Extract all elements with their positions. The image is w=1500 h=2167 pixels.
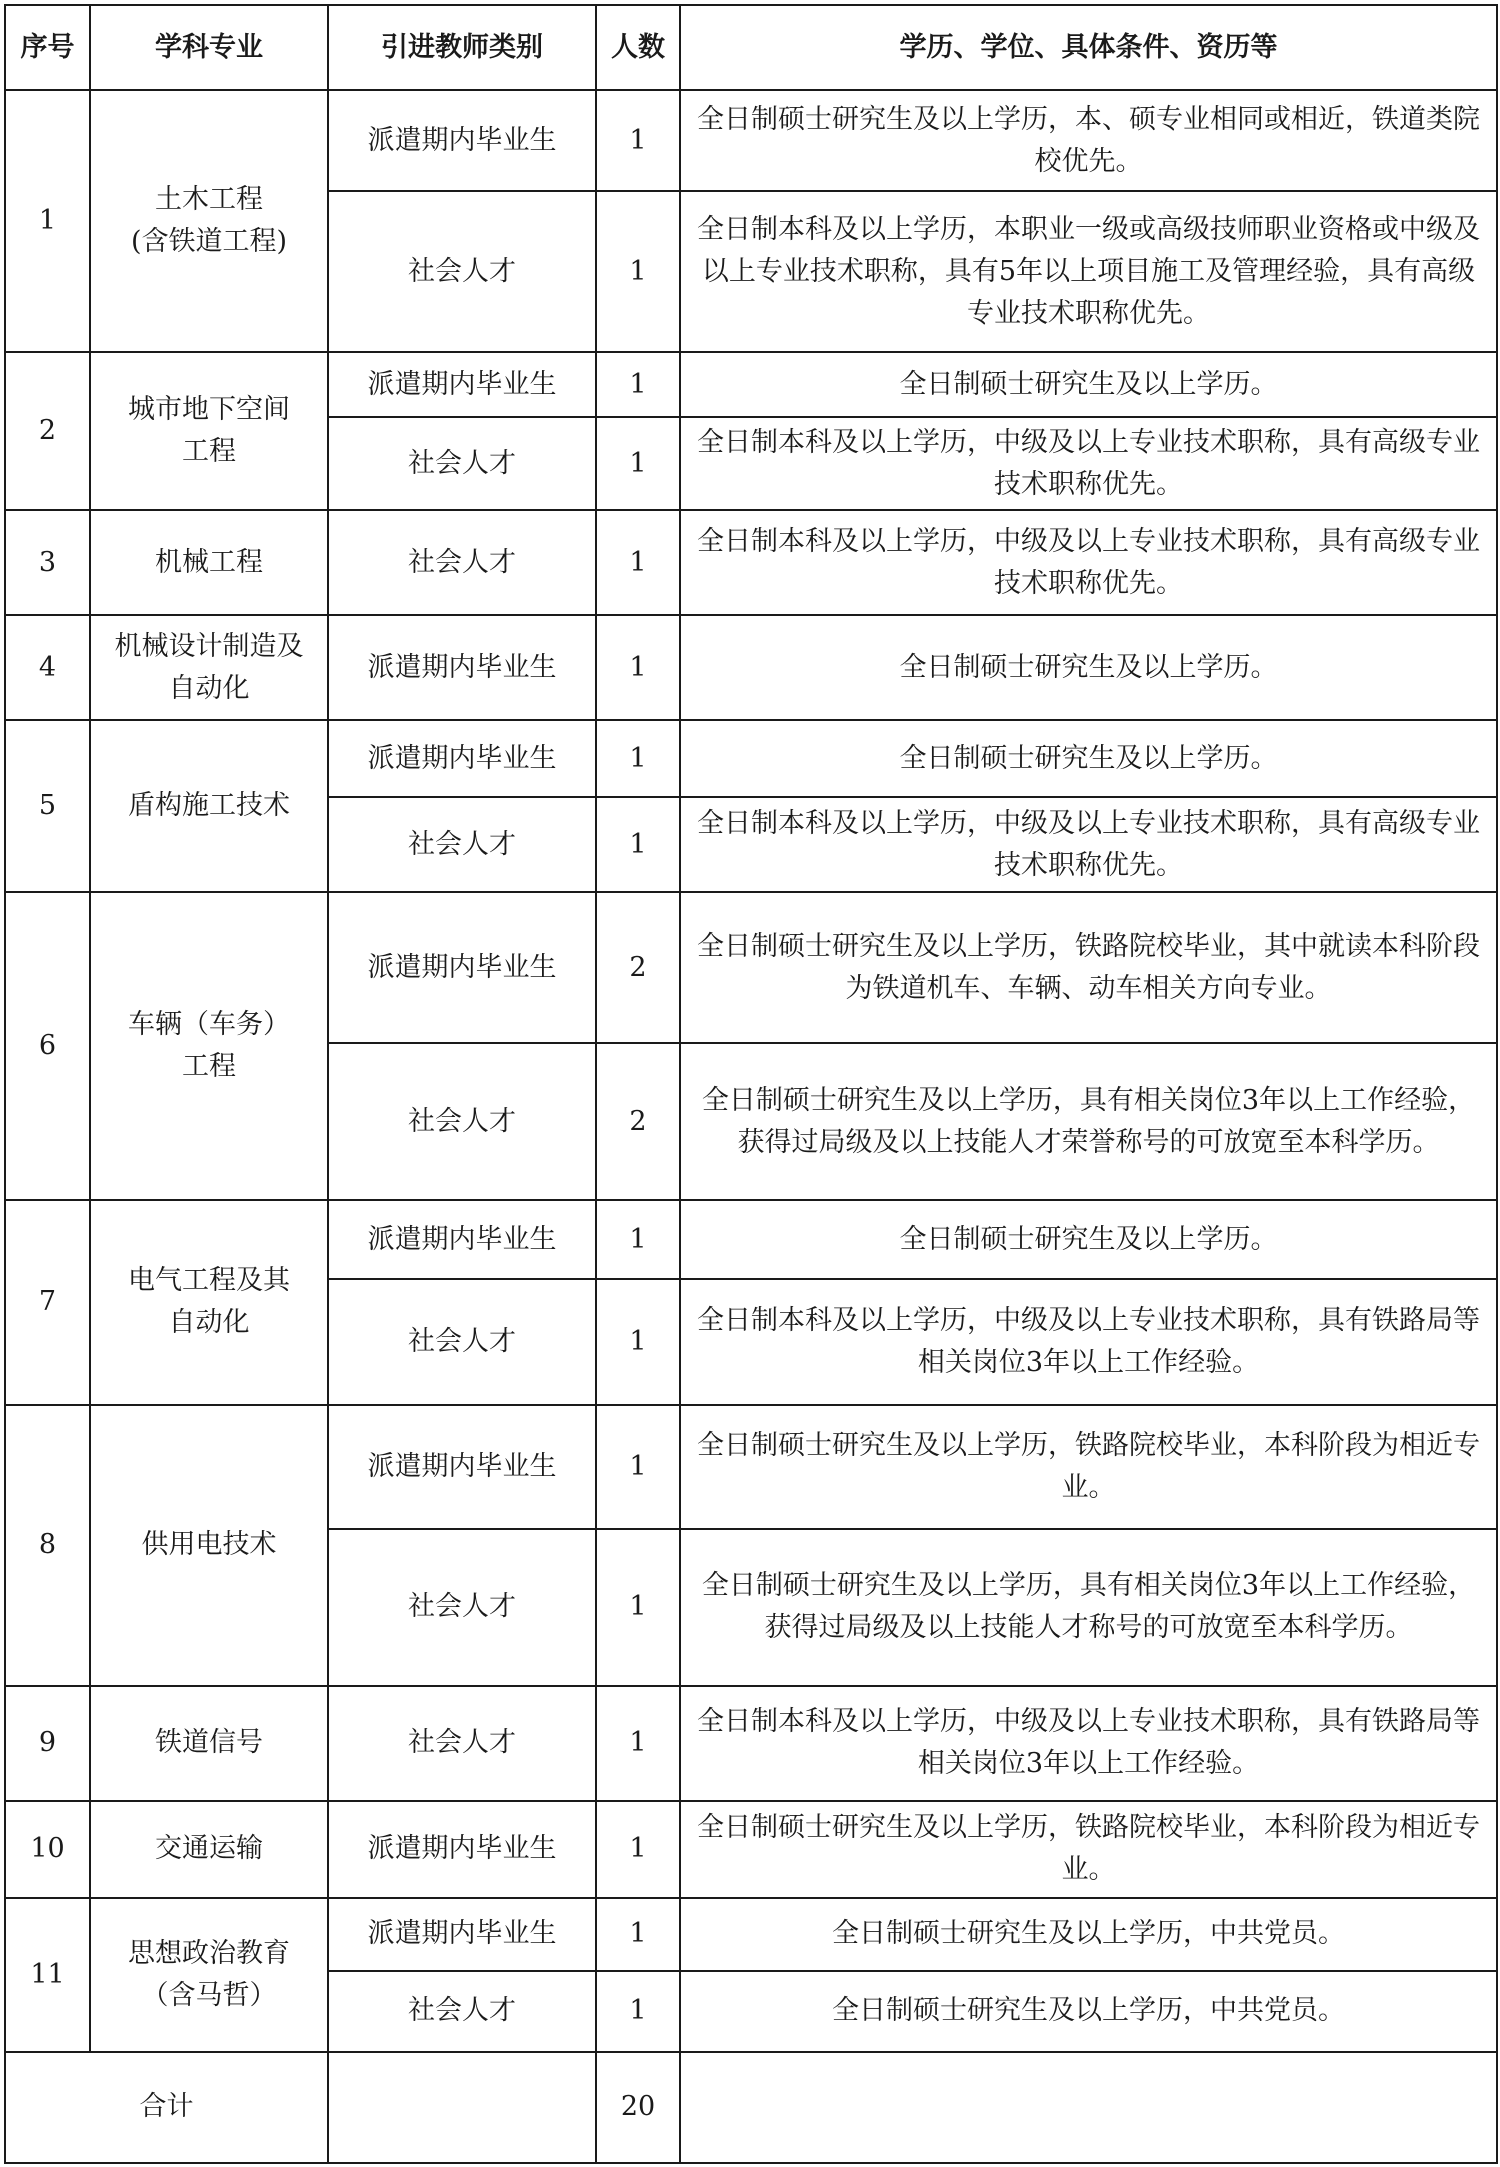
major-cell: 盾构施工技术 [90, 720, 328, 892]
row-number: 9 [5, 1686, 90, 1801]
category-cell: 派遣期内毕业生 [328, 1405, 596, 1529]
count-cell: 1 [596, 1801, 680, 1898]
table-row [5, 510, 1497, 615]
category-cell: 派遣期内毕业生 [328, 90, 596, 191]
table-row [5, 892, 1497, 1043]
recruitment-table [4, 4, 1498, 2164]
table-row [5, 1801, 1497, 1898]
category-cell: 社会人才 [328, 191, 596, 352]
condition-cell: 全日制硕士研究生及以上学历，铁路院校毕业，本科阶段为相近专业。 [680, 1801, 1497, 1898]
condition-cell: 全日制本科及以上学历，中级及以上专业技术职称，具有高级专业技术职称优先。 [680, 417, 1497, 510]
condition-cell: 全日制硕士研究生及以上学历，具有相关岗位3年以上工作经验，获得过局级及以上技能人才称号的可放宽至本科学历。 [680, 1529, 1497, 1686]
category-cell: 派遣期内毕业生 [328, 1200, 596, 1279]
row-number: 10 [5, 1801, 90, 1898]
table-row [5, 615, 1497, 720]
count-cell: 1 [596, 90, 680, 191]
count-cell: 1 [596, 352, 680, 417]
condition-cell: 全日制本科及以上学历，本职业一级或高级技师职业资格或中级及以上专业技术职称，具有5年以上项目施工及管理经验，具有高级专业技术职称优先。 [680, 191, 1497, 352]
total-row [5, 2052, 1497, 2163]
row-number: 5 [5, 720, 90, 892]
table-row [5, 720, 1497, 797]
header-category: 引进教师类别 [328, 5, 596, 90]
condition-cell: 全日制本科及以上学历，中级及以上专业技术职称，具有铁路局等相关岗位3年以上工作经验。 [680, 1279, 1497, 1404]
major-cell: 车辆（车务） 工程 [90, 892, 328, 1200]
row-number: 6 [5, 892, 90, 1200]
count-cell: 2 [596, 1043, 680, 1200]
major-cell: 机械工程 [90, 510, 328, 615]
total-count: 20 [596, 2052, 680, 2163]
count-cell: 2 [596, 892, 680, 1043]
row-number: 3 [5, 510, 90, 615]
category-cell: 社会人才 [328, 1043, 596, 1200]
row-number: 2 [5, 352, 90, 510]
condition-cell: 全日制硕士研究生及以上学历，本、硕专业相同或相近，铁道类院校优先。 [680, 90, 1497, 191]
condition-cell: 全日制硕士研究生及以上学历。 [680, 720, 1497, 797]
table-row [5, 90, 1497, 191]
major-cell: 铁道信号 [90, 1686, 328, 1801]
header-condition: 学历、学位、具体条件、资历等 [680, 5, 1497, 90]
count-cell: 1 [596, 1686, 680, 1801]
count-cell: 1 [596, 510, 680, 615]
count-cell: 1 [596, 1279, 680, 1404]
table-row [5, 1686, 1497, 1801]
condition-cell: 全日制硕士研究生及以上学历。 [680, 352, 1497, 417]
condition-cell: 全日制硕士研究生及以上学历，中共党员。 [680, 1898, 1497, 1971]
header-count: 人数 [596, 5, 680, 90]
major-cell: 机械设计制造及 自动化 [90, 615, 328, 720]
condition-cell: 全日制本科及以上学历，中级及以上专业技术职称，具有铁路局等相关岗位3年以上工作经验。 [680, 1686, 1497, 1801]
category-cell: 社会人才 [328, 1971, 596, 2052]
table-row [5, 352, 1497, 417]
condition-cell: 全日制本科及以上学历，中级及以上专业技术职称，具有高级专业技术职称优先。 [680, 797, 1497, 892]
major-cell: 土木工程 (含铁道工程) [90, 90, 328, 352]
table-row [5, 1898, 1497, 1971]
category-cell: 社会人才 [328, 1279, 596, 1404]
category-cell: 社会人才 [328, 1529, 596, 1686]
count-cell: 1 [596, 1971, 680, 2052]
table-row [5, 1405, 1497, 1529]
header-row [5, 5, 1497, 90]
category-cell: 派遣期内毕业生 [328, 615, 596, 720]
row-number: 8 [5, 1405, 90, 1686]
count-cell: 1 [596, 1200, 680, 1279]
category-cell: 派遣期内毕业生 [328, 1801, 596, 1898]
count-cell: 1 [596, 1898, 680, 1971]
category-cell: 派遣期内毕业生 [328, 892, 596, 1043]
category-cell: 派遣期内毕业生 [328, 720, 596, 797]
category-cell: 派遣期内毕业生 [328, 1898, 596, 1971]
count-cell: 1 [596, 615, 680, 720]
row-number: 11 [5, 1898, 90, 2052]
count-cell: 1 [596, 720, 680, 797]
major-cell: 交通运输 [90, 1801, 328, 1898]
category-cell: 派遣期内毕业生 [328, 352, 596, 417]
count-cell: 1 [596, 797, 680, 892]
category-cell: 社会人才 [328, 417, 596, 510]
major-cell: 思想政治教育 （含马哲） [90, 1898, 328, 2052]
header-no: 序号 [5, 5, 90, 90]
row-number: 1 [5, 90, 90, 352]
condition-cell: 全日制硕士研究生及以上学历，具有相关岗位3年以上工作经验，获得过局级及以上技能人才荣誉称号的可放宽至本科学历。 [680, 1043, 1497, 1200]
condition-cell: 全日制硕士研究生及以上学历，中共党员。 [680, 1971, 1497, 2052]
condition-cell: 全日制硕士研究生及以上学历，铁路院校毕业，其中就读本科阶段为铁道机车、车辆、动车相关方向专业。 [680, 892, 1497, 1043]
row-number: 7 [5, 1200, 90, 1404]
condition-cell: 全日制硕士研究生及以上学历。 [680, 615, 1497, 720]
category-cell: 社会人才 [328, 797, 596, 892]
condition-cell: 全日制硕士研究生及以上学历。 [680, 1200, 1497, 1279]
count-cell: 1 [596, 1405, 680, 1529]
total-empty-cell [680, 2052, 1497, 2163]
count-cell: 1 [596, 417, 680, 510]
major-cell: 城市地下空间 工程 [90, 352, 328, 510]
condition-cell: 全日制本科及以上学历，中级及以上专业技术职称，具有高级专业技术职称优先。 [680, 510, 1497, 615]
condition-cell: 全日制硕士研究生及以上学历，铁路院校毕业，本科阶段为相近专业。 [680, 1405, 1497, 1529]
category-cell: 社会人才 [328, 510, 596, 615]
major-cell: 供用电技术 [90, 1405, 328, 1686]
total-empty-cell [328, 2052, 596, 2163]
header-major: 学科专业 [90, 5, 328, 90]
count-cell: 1 [596, 1529, 680, 1686]
total-label: 合计 [5, 2052, 328, 2163]
count-cell: 1 [596, 191, 680, 352]
table-row [5, 1200, 1497, 1279]
row-number: 4 [5, 615, 90, 720]
category-cell: 社会人才 [328, 1686, 596, 1801]
major-cell: 电气工程及其 自动化 [90, 1200, 328, 1404]
